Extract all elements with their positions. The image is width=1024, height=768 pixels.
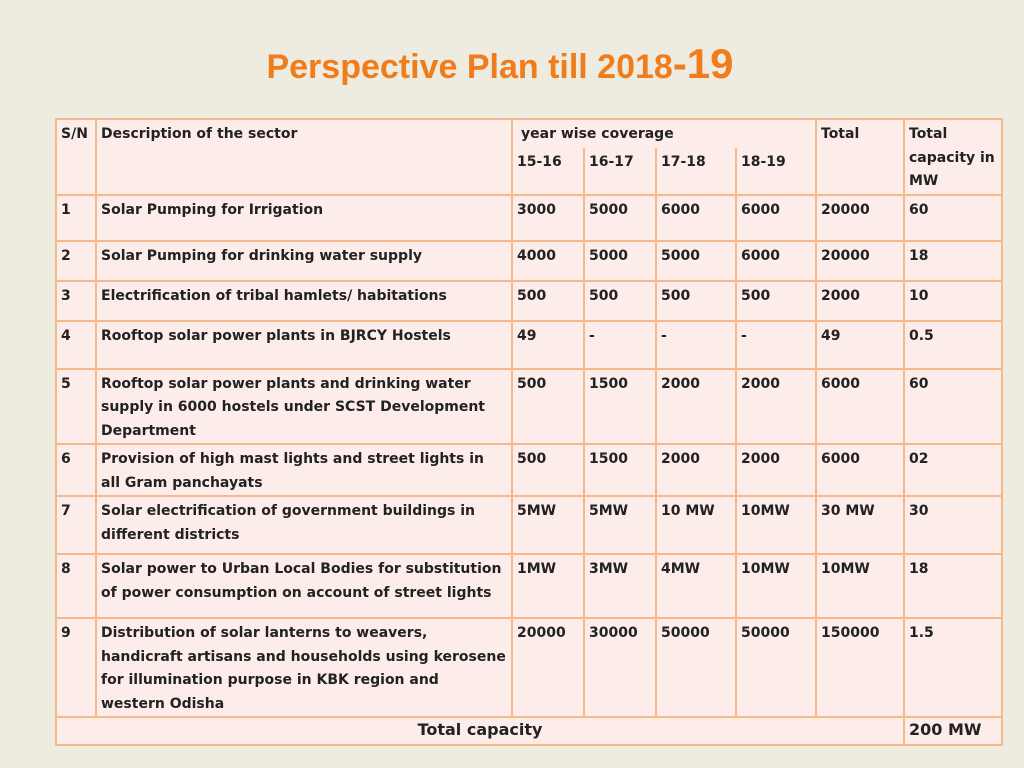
title-suffix: -19: [672, 40, 734, 87]
row-capacity: 30: [904, 496, 1002, 554]
row-sn: 4: [56, 321, 96, 369]
row-year-1: 49: [512, 321, 584, 369]
total-capacity-label: Total capacity: [56, 717, 904, 745]
row-year-2: -: [584, 321, 656, 369]
row-total: 20000: [816, 195, 904, 241]
row-year-4: 10MW: [736, 554, 816, 618]
total-capacity-value: 200 MW: [904, 717, 1002, 745]
row-year-4: 6000: [736, 195, 816, 241]
row-year-2: 5000: [584, 195, 656, 241]
table-row: [56, 444, 1002, 496]
row-year-2: 5MW: [584, 496, 656, 554]
row-capacity: 60: [904, 195, 1002, 241]
row-description: Solar electrification of government buildings in different districts: [96, 496, 512, 554]
row-sn: 3: [56, 281, 96, 321]
row-year-1: 5MW: [512, 496, 584, 554]
table-row: [56, 369, 1002, 445]
row-year-4: 500: [736, 281, 816, 321]
table-row: [56, 496, 1002, 554]
row-year-4: 50000: [736, 618, 816, 717]
header-sn: S/N: [56, 119, 96, 195]
row-year-3: 2000: [656, 369, 736, 445]
row-description: Solar Pumping for Irrigation: [96, 195, 512, 241]
row-total: 6000: [816, 369, 904, 445]
row-capacity: 18: [904, 554, 1002, 618]
row-year-3: 50000: [656, 618, 736, 717]
row-year-2: 1500: [584, 369, 656, 445]
row-year-1: 3000: [512, 195, 584, 241]
row-total: 49: [816, 321, 904, 369]
row-capacity: 1.5: [904, 618, 1002, 717]
header-year-1: 15-16: [512, 148, 584, 194]
row-year-1: 500: [512, 281, 584, 321]
row-year-3: 5000: [656, 241, 736, 281]
row-total: 6000: [816, 444, 904, 496]
total-row: [56, 717, 1002, 745]
header-year-3: 17-18: [656, 148, 736, 194]
row-capacity: 0.5: [904, 321, 1002, 369]
row-capacity: 10: [904, 281, 1002, 321]
row-year-2: 3MW: [584, 554, 656, 618]
row-year-1: 20000: [512, 618, 584, 717]
row-description: Rooftop solar power plants in BJRCY Hostels: [96, 321, 512, 369]
row-total: 150000: [816, 618, 904, 717]
row-year-3: -: [656, 321, 736, 369]
row-sn: 9: [56, 618, 96, 717]
row-capacity: 60: [904, 369, 1002, 445]
row-description: Solar power to Urban Local Bodies for substitution of power consumption on account of street lights: [96, 554, 512, 618]
header-year-4: 18-19: [736, 148, 816, 194]
row-total: 20000: [816, 241, 904, 281]
row-sn: 2: [56, 241, 96, 281]
row-description: Electrification of tribal hamlets/ habitations: [96, 281, 512, 321]
row-year-1: 500: [512, 444, 584, 496]
row-total: 2000: [816, 281, 904, 321]
page-title: [0, 40, 1000, 88]
row-year-3: 2000: [656, 444, 736, 496]
table-row: [56, 281, 1002, 321]
header-year-2: 16-17: [584, 148, 656, 194]
row-year-4: -: [736, 321, 816, 369]
row-capacity: 02: [904, 444, 1002, 496]
table-row: [56, 321, 1002, 369]
row-year-2: 5000: [584, 241, 656, 281]
header-description: Description of the sector: [96, 119, 512, 195]
header-total: Total: [816, 119, 904, 195]
table-row: [56, 195, 1002, 241]
row-year-4: 2000: [736, 444, 816, 496]
row-year-1: 1MW: [512, 554, 584, 618]
row-total: 30 MW: [816, 496, 904, 554]
row-sn: 8: [56, 554, 96, 618]
table-row: [56, 241, 1002, 281]
row-year-1: 500: [512, 369, 584, 445]
row-description: Provision of high mast lights and street lights in all Gram panchayats: [96, 444, 512, 496]
row-year-2: 1500: [584, 444, 656, 496]
header-total-capacity: Total capacity in MW: [904, 119, 1002, 195]
row-year-1: 4000: [512, 241, 584, 281]
header-year-wise-coverage: year wise coverage: [512, 119, 816, 148]
row-sn: 6: [56, 444, 96, 496]
row-total: 10MW: [816, 554, 904, 618]
row-description: Rooftop solar power plants and drinking water supply in 6000 hostels under SCST Development Department: [96, 369, 512, 445]
title-main: Perspective Plan till 2018: [266, 48, 673, 86]
table-row: [56, 554, 1002, 618]
row-year-3: 500: [656, 281, 736, 321]
row-year-4: 6000: [736, 241, 816, 281]
row-sn: 7: [56, 496, 96, 554]
perspective-plan-table: [55, 118, 1003, 746]
row-year-3: 4MW: [656, 554, 736, 618]
row-year-4: 10MW: [736, 496, 816, 554]
row-description: Solar Pumping for drinking water supply: [96, 241, 512, 281]
row-year-2: 30000: [584, 618, 656, 717]
row-capacity: 18: [904, 241, 1002, 281]
row-sn: 5: [56, 369, 96, 445]
row-year-3: 6000: [656, 195, 736, 241]
row-year-3: 10 MW: [656, 496, 736, 554]
row-sn: 1: [56, 195, 96, 241]
row-year-2: 500: [584, 281, 656, 321]
table-row: [56, 618, 1002, 717]
row-year-4: 2000: [736, 369, 816, 445]
row-description: Distribution of solar lanterns to weavers, handicraft artisans and households using kerosene for illumination purpose in KBK region and western Odisha: [96, 618, 512, 717]
